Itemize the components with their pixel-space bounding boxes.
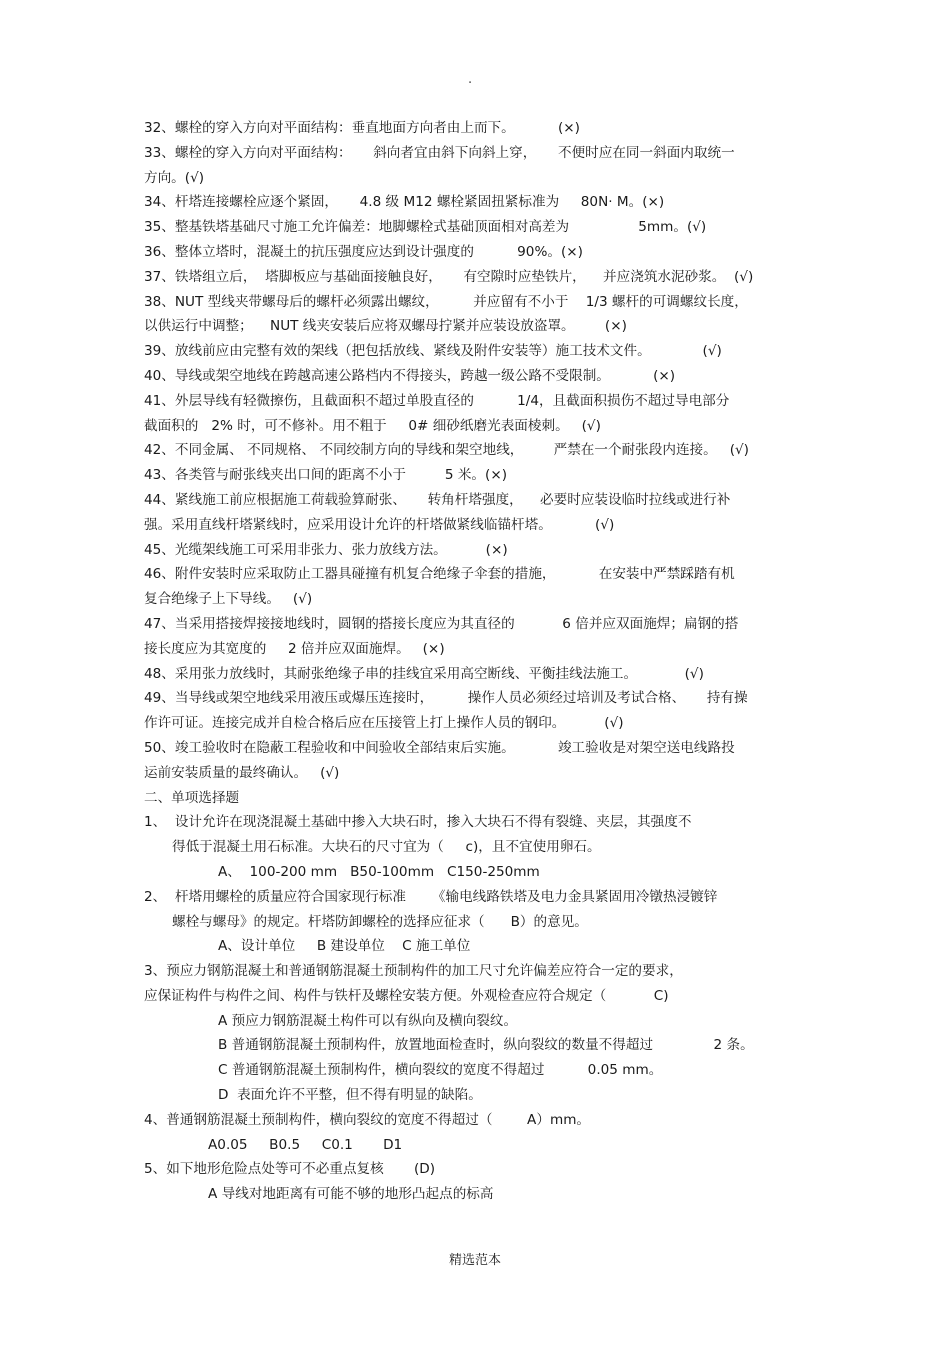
text-line-q49: 49、当导线或架空地线采用液压或爆压连接时， 操作人员必须经过培训及考试合格、 持有操 bbox=[144, 690, 748, 707]
text-line-mc1: 1、 设计允许在现浇混凝土基础中掺入大块石时，掺入大块石不得有裂缝、夹层，其强度不 bbox=[144, 814, 692, 831]
text-line-q48: 48、采用张力放线时，其耐张绝缘子串的挂线宜采用高空断线、平衡挂线法施工。 (√) bbox=[144, 665, 704, 682]
text-line-mc5: 5、如下地形危险点处等可不必重点复核 (D) bbox=[144, 1161, 436, 1178]
text-line-q44: 44、紧线施工前应根据施工荷载验算耐张、 转角杆塔强度， 必要时应装设临时拉线或进行补 bbox=[144, 491, 731, 508]
text-line-q33-cont: 方向。(√) bbox=[144, 169, 205, 186]
text-line-mc2-cont: 螺栓与螺母》的规定。杆塔防卸螺栓的选择应征求（ B）的意见。 bbox=[172, 913, 588, 930]
text-line-q47: 47、当采用搭接焊接接地线时，圆钢的搭接长度应为其直径的 6 倍并应双面施焊；扁钢的搭 bbox=[144, 615, 739, 632]
text-line-q33: 33、螺栓的穿入方向对平面结构： 斜向者宜由斜下向斜上穿， 不便时应在同一斜面内取统一 bbox=[144, 144, 735, 161]
option-mc3-d: D 表面允许不平整，但不得有明显的缺陷。 bbox=[218, 1087, 482, 1104]
option-mc3-c: C 普通钢筋混凝土预制构件，横向裂纹的宽度不得超过 0.05 mm。 bbox=[218, 1062, 663, 1079]
text-line-q34: 34、杆塔连接螺栓应逐个紧固， 4.8 级 M12 螺栓紧固扭紧标准为 80N· M。(×) bbox=[144, 194, 665, 211]
text-line-q49-cont: 作许可证。连接完成并自检合格后应在压接管上打上操作人员的钢印。 (√) bbox=[144, 715, 624, 732]
text-line-q38-cont: 以供运行中调整； NUT 线夹安装后应将双螺母拧紧并应装设放盗罩。 (×) bbox=[144, 318, 627, 335]
section-heading-single-choice: 二、单项选择题 bbox=[144, 789, 240, 806]
text-line-q37: 37、铁塔组立后， 塔脚板应与基础面接触良好， 有空隙时应垫铁片， 并应浇筑水泥砂浆。 (√) bbox=[144, 268, 754, 285]
text-line-q35: 35、整基铁塔基础尺寸施工允许偏差：地脚螺栓式基础顶面相对高差为 5mm。(√) bbox=[144, 219, 707, 236]
text-line-mc2: 2、 杆塔用螺栓的质量应符合国家现行标准 《输电线路铁塔及电力金具紧固用冷镦热浸镀锌 bbox=[144, 888, 718, 905]
page-footer: 精选范本 bbox=[448, 1253, 501, 1268]
document-body bbox=[144, 116, 824, 1207]
option-mc3-a: A 预应力钢筋混凝土构件可以有纵向及横向裂纹。 bbox=[218, 1012, 518, 1029]
text-line-q36: 36、整体立塔时，混凝土的抗压强度应达到设计强度的 90%。(×) bbox=[144, 243, 583, 260]
text-line-q44-cont: 强。采用直线杆塔紧线时，应采用设计允许的杆塔做紧线临锚杆塔。 (√) bbox=[144, 516, 615, 533]
options-mc4: A0.05 B0.5 C0.1 D1 bbox=[208, 1136, 403, 1153]
text-line-mc1-cont: 得低于混凝土用石标准。大块石的尺寸宜为（ c)，且不宜使用卵石。 bbox=[172, 839, 601, 856]
text-line-mc3-cont: 应保证构件与构件之间、构件与铁杆及螺栓安装方便。外观检查应符合规定（ C) bbox=[144, 987, 669, 1004]
option-mc3-b: B 普通钢筋混凝土预制构件，放置地面检查时，纵向裂纹的数量不得超过 2 条。 bbox=[218, 1037, 754, 1054]
options-mc2: A、设计单位 B 建设单位 C 施工单位 bbox=[218, 938, 471, 955]
text-line-q50: 50、竣工验收时在隐蔽工程验收和中间验收全部结束后实施。 竣工验收是对架空送电线路投 bbox=[144, 739, 735, 756]
options-mc1: A、 100-200 mm B50-100mm C150-250mm bbox=[218, 863, 540, 880]
page-header-dot: . bbox=[468, 72, 473, 87]
text-line-q45: 45、光缆架线施工可采用非张力、张力放线方法。 (×) bbox=[144, 541, 508, 558]
text-line-q47-cont: 接长度应为其宽度的 2 倍并应双面施焊。 (×) bbox=[144, 640, 445, 657]
text-line-q41: 41、外层导线有轻微擦伤，且截面积不超过单股直径的 1/4，且截面积损伤不超过导电部分 bbox=[144, 392, 730, 409]
text-line-q32: 32、螺栓的穿入方向对平面结构：垂直地面方向者由上而下。 (×) bbox=[144, 120, 580, 136]
text-line-q50-cont: 运前安装质量的最终确认。 (√) bbox=[144, 764, 340, 781]
text-line-q41-cont: 截面积的 2% 时，可不修补。用不粗于 0# 细砂纸磨光表面棱刺。 (√) bbox=[144, 417, 601, 434]
text-line-mc4: 4、普通钢筋混凝土预制构件，横向裂纹的宽度不得超过（ A）mm。 bbox=[144, 1111, 591, 1128]
option-mc5-a: A 导线对地距离有可能不够的地形凸起点的标高 bbox=[208, 1186, 494, 1203]
text-line-q46-cont: 复合绝缘子上下导线。 (√) bbox=[144, 591, 313, 608]
text-line-mc3: 3、预应力钢筋混凝土和普通钢筋混凝土预制构件的加工尺寸允许偏差应符合一定的要求， bbox=[144, 963, 683, 980]
text-line-q38: 38、NUT 型线夹带螺母后的螺杆必须露出螺纹， 并应留有不小于 1/3 螺杆的可调螺纹长度， bbox=[144, 293, 748, 310]
text-line-q39: 39、放线前应由完整有效的架线（把包括放线、紧线及附件安装等）施工技术文件。 (√) bbox=[144, 343, 722, 360]
text-line-q43: 43、各类管与耐张线夹出口间的距离不小于 5 米。(×) bbox=[144, 467, 508, 484]
text-line-q42: 42、不同金属、 不同规格、 不同绞制方向的导线和架空地线， 严禁在一个耐张段内连接。 (√) bbox=[144, 442, 749, 459]
text-line-q46: 46、附件安装时应采取防止工器具碰撞有机复合绝缘子伞套的措施， 在安装中严禁踩踏有机 bbox=[144, 566, 735, 583]
text-line-q40: 40、导线或架空地线在跨越高速公路档内不得接头，跨越一级公路不受限制。 (×) bbox=[144, 367, 676, 384]
